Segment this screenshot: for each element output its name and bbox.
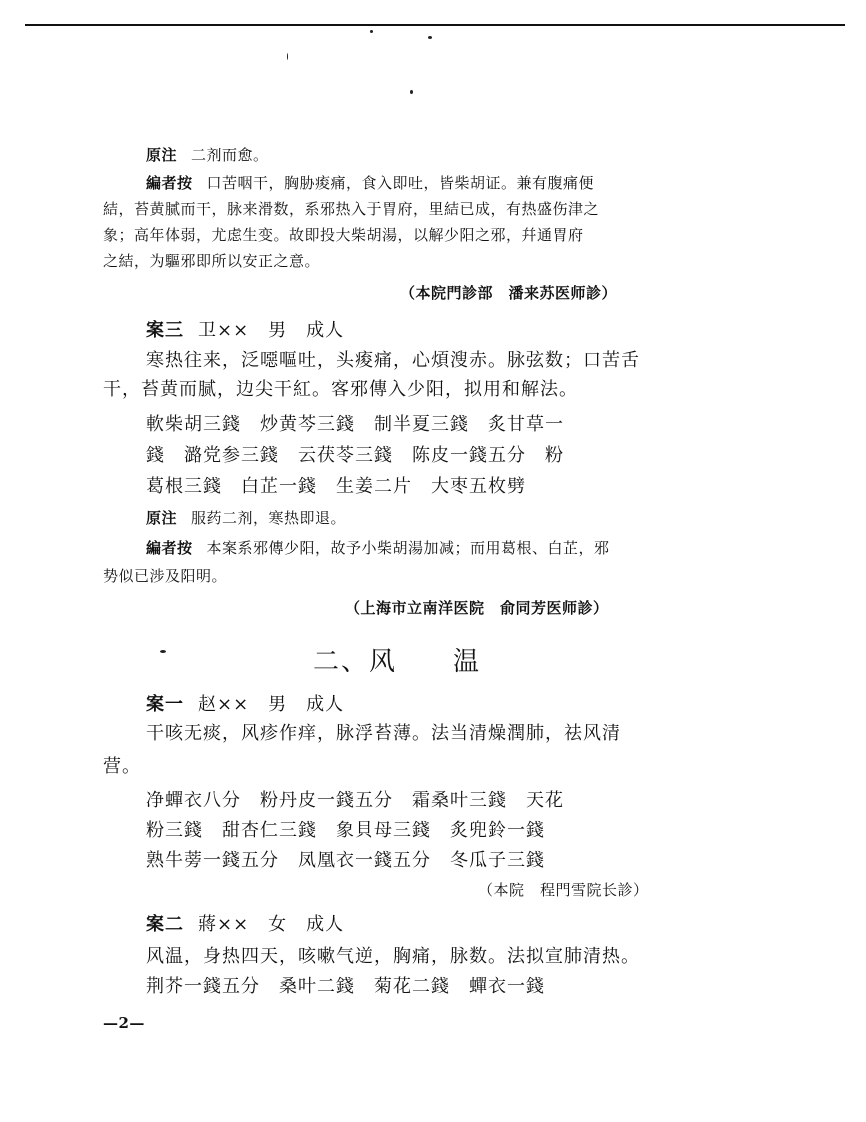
case1-attribution: （本院 程門雪院长診）	[478, 881, 649, 899]
case3-editor-line-0: 編者按 本案系邪傳少阳，故予小柴胡湯加减；而用葛根、白芷，邪	[146, 539, 610, 557]
orig-note-label: 原注	[146, 509, 178, 527]
case1-rx-line-1: 粉三錢 甜杏仁三錢 象貝母三錢 炙兜鈴一錢	[146, 820, 545, 841]
top-rule	[25, 24, 845, 26]
case3-attribution: （上海市立南洋医院 俞同芳医师診）	[345, 599, 609, 617]
case2-rx-line-0: 荆芥一錢五分 桑叶二錢 菊花二錢 蟬衣一錢	[146, 976, 545, 997]
scan-speck	[428, 36, 432, 39]
scan-speck	[410, 90, 413, 94]
case1-symptom-line-0: 干咳无痰，风疹作痒，脉浮苔薄。法当清燥潤肺，祛风清	[146, 723, 621, 744]
patient-info: 卫×× 男 成人	[198, 320, 345, 341]
case1-rx-line-0: 净蟬衣八分 粉丹皮一錢五分 霜桑叶三錢 天花	[146, 790, 564, 811]
attribution-prev: （本院門診部 潘来苏医师診）	[400, 284, 618, 302]
patient-info: 蔣×× 女 成人	[198, 914, 345, 935]
orig-note-text: 二剂而愈。	[191, 146, 269, 164]
editor-note-label: 編者按	[146, 539, 193, 557]
case3-orig-note	[146, 507, 346, 528]
case-label: 案三	[146, 320, 184, 341]
case-label: 案一	[146, 694, 184, 715]
editor-note-prev-line-3: 之結，为驅邪即所以安正之意。	[103, 252, 321, 270]
case1-header	[146, 690, 344, 716]
case2-header	[146, 910, 344, 936]
section-title: 二、风 温	[313, 647, 482, 677]
editor-note-prev-line-1: 結，苔黄腻而干，脉来滑数，系邪热入于胃府，里結已成，有热盛伤津之	[103, 200, 600, 218]
case3-editor-line-1: 势似已涉及阳明。	[103, 567, 228, 585]
case1-symptom-line-1: 营。	[103, 756, 141, 777]
scan-speck	[160, 650, 166, 653]
page-number: —2—	[103, 1014, 145, 1032]
case1-rx-line-2: 熟牛蒡一錢五分 凤凰衣一錢五分 冬瓜子三錢	[146, 850, 545, 871]
orig-note-label: 原注	[146, 146, 178, 164]
case3-rx-line-2: 葛根三錢 白芷一錢 生姜二片 大枣五枚劈	[146, 476, 526, 497]
case2-symptom-line-0: 风温，身热四天，咳嗽气逆，胸痛，脉数。法拟宣肺清热。	[146, 946, 640, 967]
orig-note-prev	[146, 144, 269, 165]
editor-note-prev-line-0: 編者按 口苦咽干，胸胁痠痛，食入即吐，皆柴胡证。兼有腹痛便	[146, 174, 595, 192]
editor-note-label: 編者按	[146, 174, 193, 192]
case-label: 案二	[146, 914, 184, 935]
case3-symptom-line-0: 寒热往来，泛噁嘔吐，头痠痛，心煩溲赤。脉弦数；口苦舌	[146, 350, 640, 371]
case3-rx-line-0: 軟柴胡三錢 炒黄芩三錢 制半夏三錢 炙甘草一	[146, 414, 564, 435]
case3-rx-line-1: 錢 潞党参三錢 云茯苓三錢 陈皮一錢五分 粉	[146, 445, 564, 466]
scan-speck	[370, 30, 373, 33]
case3-header	[146, 316, 344, 342]
editor-note-prev-line-2: 象；高年体弱，尤虑生变。故即投大柴胡湯，以解少阳之邪，幷通胃府	[103, 226, 584, 244]
case3-symptom-line-1: 干，苔黄而腻，边尖干紅。客邪傳入少阳，拟用和解法。	[103, 379, 578, 400]
patient-info: 赵×× 男 成人	[198, 694, 345, 715]
scan-speck	[287, 53, 288, 60]
orig-note-text: 服药二剂，寒热即退。	[191, 509, 347, 527]
